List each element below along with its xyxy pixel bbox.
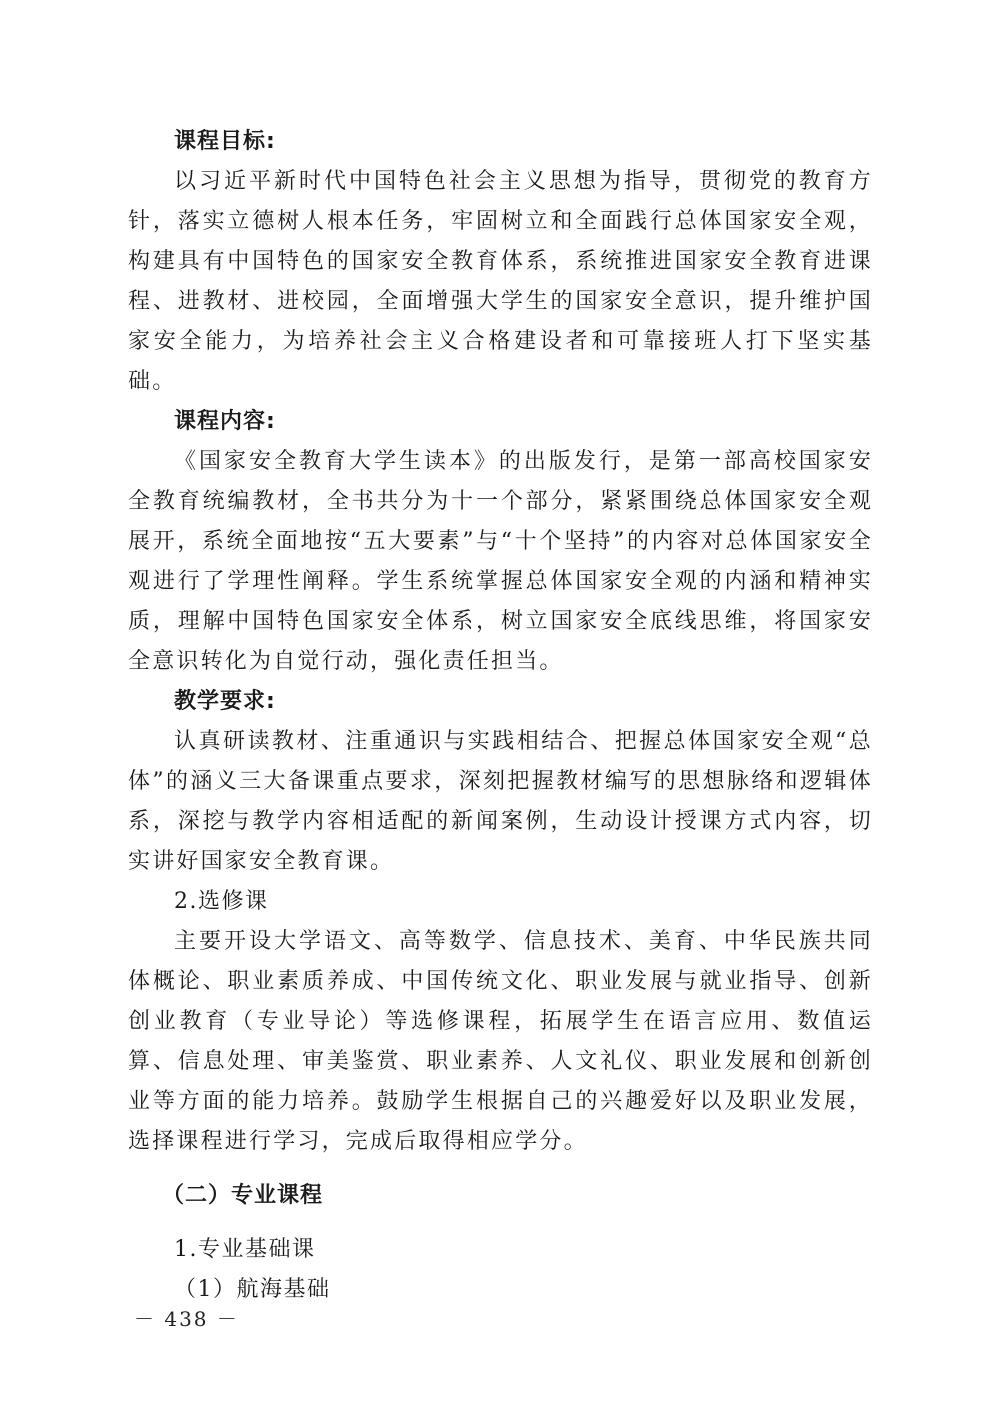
- basic-course-title: 1.专业基础课: [174, 1237, 316, 1262]
- teaching-requirement-heading: 教学要求:: [174, 689, 276, 714]
- elective-course-title: 2.选修课: [174, 889, 269, 914]
- course-content-paragraph: 《国家安全教育大学生读本》的出版发行，是第一部高校国家安全教育统编教材，全书共分为十一个部分，紧紧围绕总体国家安全观展开，系统全面地按“五大要素”与“十个坚持”的内容对总体国家安全观进行了学理性阐释。学生系统掌握总体国家安全观的内涵和精神实质，理解中国特色国家安全体系，树立国家安全底线思维，将国家安全意识转化为自觉行动，强化责任担当。: [128, 449, 873, 674]
- teaching-requirement-paragraph: 认真研读教材、注重通识与实践相结合、把握总体国家安全观“总体”的涵义三大备课重点要求，深刻把握教材编写的思想脉络和逻辑体系，深挖与教学内容相适配的新闻案例，生动设计授课方式内容，切实讲好国家安全教育课。: [128, 729, 873, 874]
- course-goal-heading: 课程目标:: [174, 129, 276, 154]
- page-body: [128, 122, 873, 1310]
- professional-course-heading: （二）专业课程: [162, 1183, 324, 1208]
- page-number: － 438 －: [134, 1307, 239, 1331]
- elective-course-paragraph: 主要开设大学语文、高等数学、信息技术、美育、中华民族共同体概论、职业素质养成、中国传统文化、职业发展与就业指导、创新创业教育（专业导论）等选修课程，拓展学生在语言应用、数值运算、信息处理、审美鉴赏、职业素养、人文礼仪、职业发展和创新创业等方面的能力培养。鼓励学生根据自己的兴趣爱好以及职业发展，选择课程进行学习，完成后取得相应学分。: [128, 929, 873, 1154]
- navigation-basics-title: （1）航海基础: [174, 1277, 331, 1302]
- course-content-heading: 课程内容:: [174, 409, 276, 434]
- course-goal-paragraph: 以习近平新时代中国特色社会主义思想为指导，贯彻党的教育方针，落实立德树人根本任务，牢固树立和全面践行总体国家安全观，构建具有中国特色的国家安全教育体系，系统推进国家安全教育进课程、进教材、进校园，全面增强大学生的国家安全意识，提升维护国家安全能力，为培养社会主义合格建设者和可靠接班人打下坚实基础。: [128, 169, 873, 394]
